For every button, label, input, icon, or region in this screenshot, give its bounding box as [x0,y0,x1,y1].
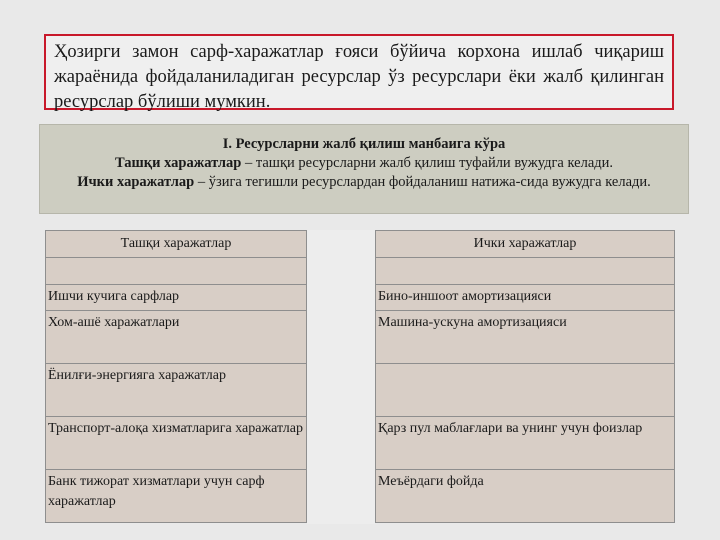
external-definition [40,154,688,173]
external-cost-row: Ёнилғи-энергияга харажатлар [45,363,307,417]
external-costs-header: Ташқи харажатлар [45,230,307,258]
external-costs-column [45,230,307,523]
external-cost-row: Банк тижорат хизматлари учун сарф харажатлар [45,469,307,523]
external-term: Ташқи харажатлар [114,155,242,171]
internal-cost-row [375,363,675,417]
external-cost-row: Ишчи кучига сарфлар [45,284,307,311]
external-cost-row: Транспорт-алоқа хизматларига харажатлар [45,416,307,470]
internal-cost-row [375,257,675,285]
internal-definition [40,173,688,192]
intro-text: Ҳозирги замон сарф-харажатлар ғояси бўйича корхона ишлаб чиқариш жараёнида фойдаланиладиган ресурслар ўз ресурслари ёки жалб қилинган ресурслар бўлиши мумкин. [54,42,664,112]
external-cost-row: Хом-ашё харажатлари [45,310,307,364]
internal-costs-header: Ички харажатлар [375,230,675,258]
internal-cost-row: Қарз пул маблағлари ва унинг учун фоизлар [375,416,675,470]
section-box [39,124,689,214]
internal-term: Ички харажатлар [77,174,195,190]
section-title: I. Ресурсларни жалб қилиш манбаига кўра [222,136,506,152]
internal-def-text: – ўзига тегишли ресурслардан фойдаланиш натижа-сида вужудга келади. [194,174,651,190]
intro-box [44,34,674,110]
column-gap [307,230,375,524]
internal-cost-row: Машина-ускуна амортизацияси [375,310,675,364]
internal-cost-row: Бино-иншоот амортизацияси [375,284,675,311]
external-cost-row [45,257,307,285]
internal-costs-column [375,230,675,523]
internal-cost-row: Меъёрдаги фойда [375,469,675,523]
external-def-text: – ташқи ресурсларни жалб қилиш туфайли вужудга келади. [241,155,614,171]
